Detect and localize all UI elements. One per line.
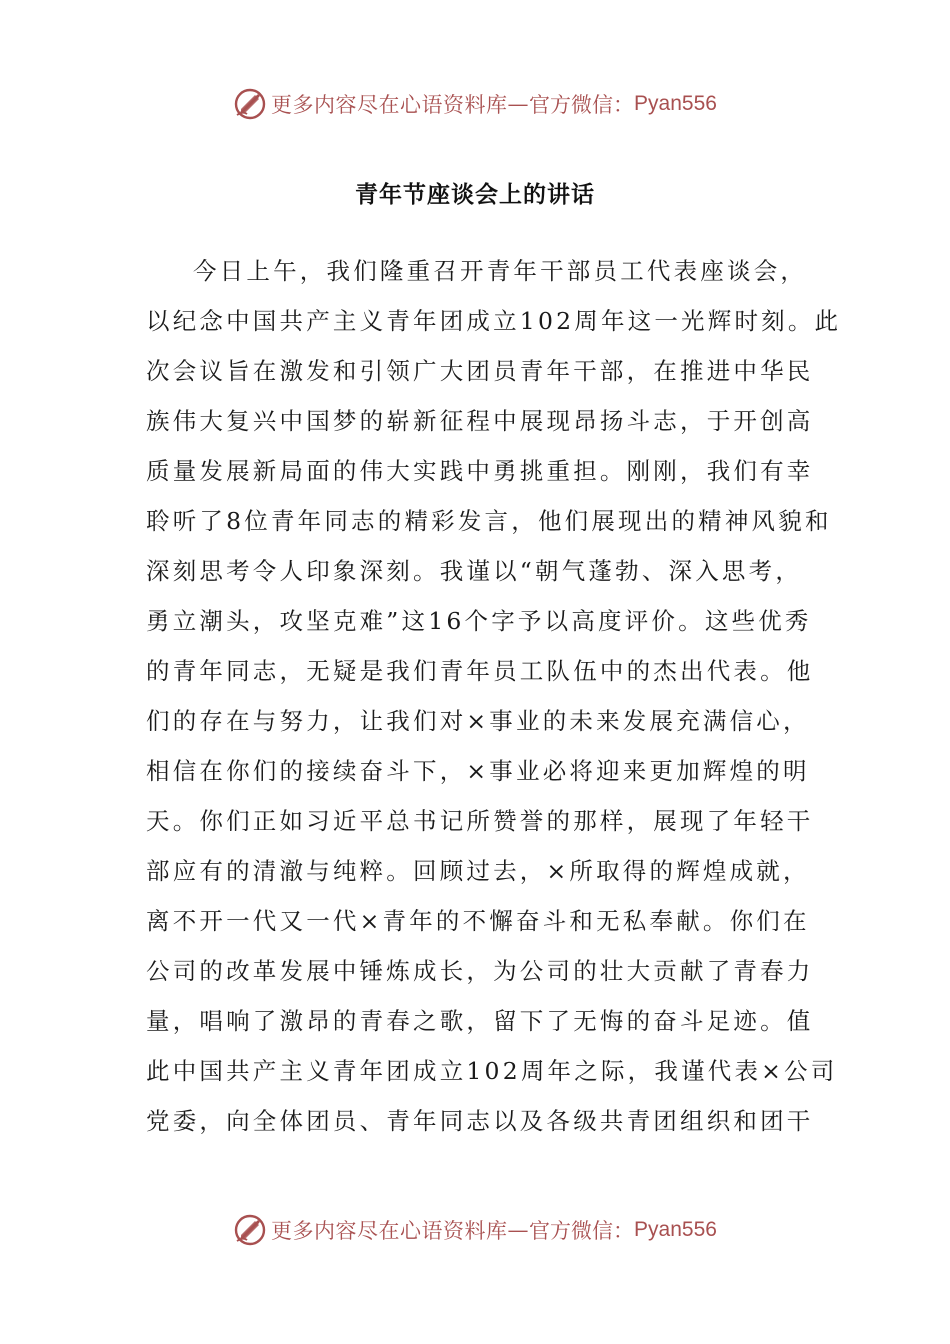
text-line: 相信在你们的接续奋斗下，×事业必将迎来更加辉煌的明 [146,757,810,785]
text-line: 离不开一代又一代×青年的不懈奋斗和无私奉献。你们在 [146,907,810,935]
wechat-id: Pyan556 [634,1218,717,1241]
text-line: 的青年同志，无疑是我们青年员工队伍中的杰出代表。他 [146,657,814,685]
text-line: 质量发展新局面的伟大实践中勇挑重担。刚刚，我们有幸 [146,457,814,485]
text-line: 党委，向全体团员、青年同志以及各级共青团组织和团干 [146,1107,814,1135]
text-line: 今日上午，我们隆重召开青年干部员工代表座谈会， [193,257,808,285]
text-line: 族伟大复兴中国梦的崭新征程中展现昂扬斗志，于开创高 [146,407,814,435]
wechat-label: 官方微信： [529,93,635,117]
document-body [146,246,842,1146]
pen-circle-logo-icon [233,87,267,121]
header-banner [0,82,950,126]
text-line: 以纪念中国共产主义青年团成立102周年这一光辉时刻。此 [146,307,842,335]
text-line: 此中国共产主义青年团成立102周年之际，我谨代表×公司 [146,1057,838,1085]
pen-circle-logo-icon [233,1213,267,1247]
wechat-id: Pyan556 [634,92,717,115]
text-line: 天。你们正如习近平总书记所赞誉的那样，展现了年轻干 [146,807,814,835]
document-title: 青年节座谈会上的讲话 [355,182,595,208]
text-line: 公司的改革发展中锤炼成长，为公司的壮大贡献了青春力 [146,957,814,985]
text-line: 深刻思考令人印象深刻。我谨以“朝气蓬勃、深入思考， [146,557,803,585]
banner-text: 更多内容尽在心语资料库 [271,93,508,117]
footer-banner [0,1208,950,1252]
text-line: 勇立潮头，攻坚克难”这16个字予以高度评价。这些优秀 [146,607,812,635]
text-line: 们的存在与努力，让我们对×事业的未来发展充满信心， [146,707,810,735]
text-line: 聆听了8位青年同志的精彩发言，他们展现出的精神风貌和 [146,507,832,535]
banner-text: 更多内容尽在心语资料库 [271,1219,508,1243]
text-line: 次会议旨在激发和引领广大团员青年干部，在推进中华民 [146,357,814,385]
banner-dash: — [507,1218,530,1242]
text-line: 量，唱响了激昂的青春之歌，留下了无悔的奋斗足迹。值 [146,1007,814,1035]
wechat-label: 官方微信： [529,1219,635,1243]
text-line: 部应有的清澈与纯粹。回顾过去，×所取得的辉煌成就， [146,857,810,885]
banner-dash: — [507,92,530,116]
